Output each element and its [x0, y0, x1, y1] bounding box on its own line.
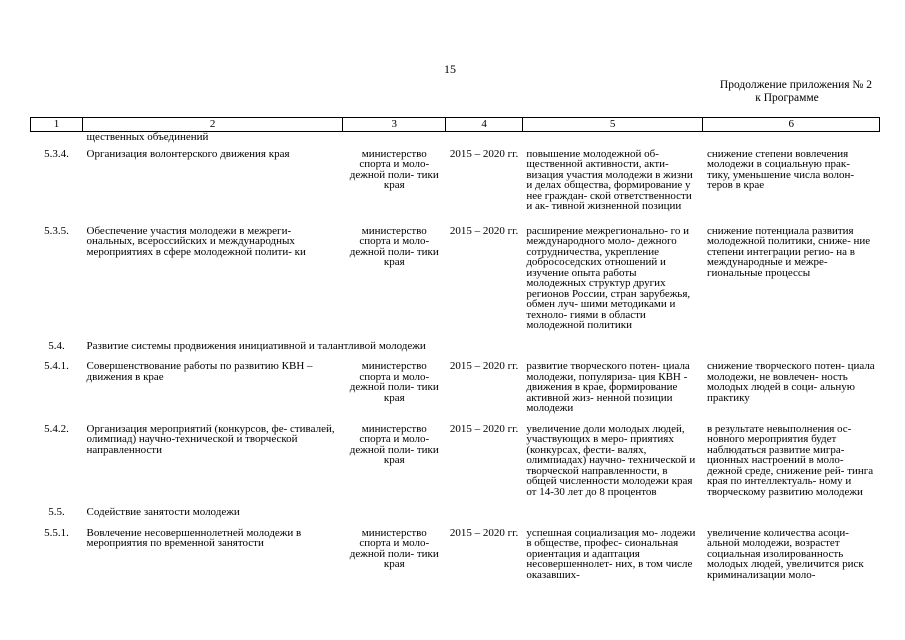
row-number: 5.5.1. [44, 526, 69, 539]
header-col-6: 6 [703, 118, 880, 132]
section-row [31, 331, 880, 352]
program-table [30, 117, 880, 580]
continuation-line-1: Продолжение приложения № 2 [719, 79, 872, 91]
period-cell: 2015 – 2020 гг. [449, 224, 519, 237]
header-col-1: 1 [31, 118, 83, 132]
table-row [31, 351, 880, 414]
executor-cell: министерство спорта и моло- дежной поли- тики края [349, 422, 439, 466]
measure-cell: Организация волонтерского движения края [86, 147, 290, 160]
risk-cell: увеличение количества асоци- альной молодежи, возрастет социальная изолированность молодых людей, увеличится риск криминализации моло- [706, 526, 864, 581]
row-number: 5.4.2. [44, 422, 69, 435]
table-row [31, 518, 880, 581]
continuation-note [672, 79, 872, 105]
row-number: 5.5. [48, 506, 65, 518]
period-cell: 2015 – 2020 гг. [449, 147, 519, 160]
measure-cell: Вовлечение несовершеннолетней молодежи в мероприятия по временной занятости [86, 526, 302, 549]
period-cell: 2015 – 2020 гг. [449, 422, 519, 435]
header-col-2: 2 [83, 118, 343, 132]
section-title: Содействие занятости молодежи [86, 506, 240, 518]
period-cell: 2015 – 2020 гг. [449, 360, 519, 372]
executor-cell: министерство спорта и моло- дежной поли- тики края [349, 224, 439, 268]
row-number: 5.4.1. [44, 360, 69, 372]
executor-cell: министерство спорта и моло- дежной поли- тики края [349, 147, 439, 191]
header-row [31, 118, 880, 132]
executor-cell: министерство спорта и моло- дежной поли- тики края [349, 526, 439, 570]
result-cell: развитие творческого потен- циала молодежи, популяриза- ция КВН - движения в крае, формирование активной жиз- ненной позиции молодежи [526, 360, 690, 414]
section-title: Развитие системы продвижения инициативной и талантливой молодежи [86, 339, 426, 352]
measure-cell: Совершенствование работы по развитию КВН – движения в крае [86, 360, 313, 383]
risk-cell: в результате невыполнения ос- новного мероприятия будет наблюдаться развитие мигра- ционных настроений в моло- дежной среде, снижение рей- тинга края по интеллектуаль- ному и творческому развитию молодежи [706, 422, 874, 498]
table-row [31, 414, 880, 498]
result-cell: увеличение доли молодых людей, участвующих в меро- приятиях (конкурсах, фести- валях, олимпиадах) научно- технической и творческой направленности, в общей численности молодежи края от 14-30 лет до 8 процентов [526, 422, 696, 498]
measure-cell: Обеспечение участия молодежи в межреги- ональных, всероссийских и международных мероприятиях в сфере молодежной полити- ки [86, 224, 306, 258]
carry-over-text: щественных объединений [86, 131, 209, 143]
page-number: 15 [444, 62, 456, 76]
continuation-line-2: к Программе [755, 92, 819, 104]
header-col-3: 3 [343, 118, 446, 132]
header-col-4: 4 [446, 118, 523, 132]
section-row [31, 497, 880, 518]
result-cell: расширение межрегионально- го и международного моло- дежного сотрудничества, укрепление добрососедских отношений и изучение опыта работы молодежных структур других регионов России, стран зарубежья, обмен луч- шими методиками и техноло- гиями в области молодежной политики [526, 224, 691, 331]
risk-cell: снижение степени вовлечения молодежи в социальную прак- тику, уменьшение числа волон- теров в крае [706, 147, 855, 191]
period-cell: 2015 – 2020 гг. [449, 526, 519, 539]
measure-cell: Организация мероприятий (конкурсов, фе- стивалей, олимпиад) научно-технической и творческой направленности [86, 422, 335, 456]
risk-cell: снижение творческого потен- циала молодежи, не вовлечен- ность молодых людей в соци- альную практику [706, 360, 875, 404]
executor-cell: министерство спорта и моло- дежной поли- тики края [349, 360, 439, 404]
row-number: 5.3.5. [44, 224, 69, 237]
result-cell: повышение молодежной об- щественной активности, акти- визация участия молодежи в жизни и делах общества, формирование у нее граждан- ской ответственности и ак- тивной жизненной позиции [526, 147, 693, 212]
row-number: 5.3.4. [44, 147, 69, 160]
table-row [31, 212, 880, 331]
carry-over-row [31, 132, 880, 143]
header-col-5: 5 [522, 118, 703, 132]
table-row [31, 143, 880, 212]
row-number: 5.4. [48, 339, 65, 352]
result-cell: успешная социализация мо- лодежи в обществе, профес- сиональная ориентация и адаптация несовершеннолет- них, в том числе оказавших- [526, 526, 696, 581]
risk-cell: снижение потенциала развития молодежной политики, сниже- ние степени интеграции регио- на в международные и межре- гиональные процессы [706, 224, 871, 279]
